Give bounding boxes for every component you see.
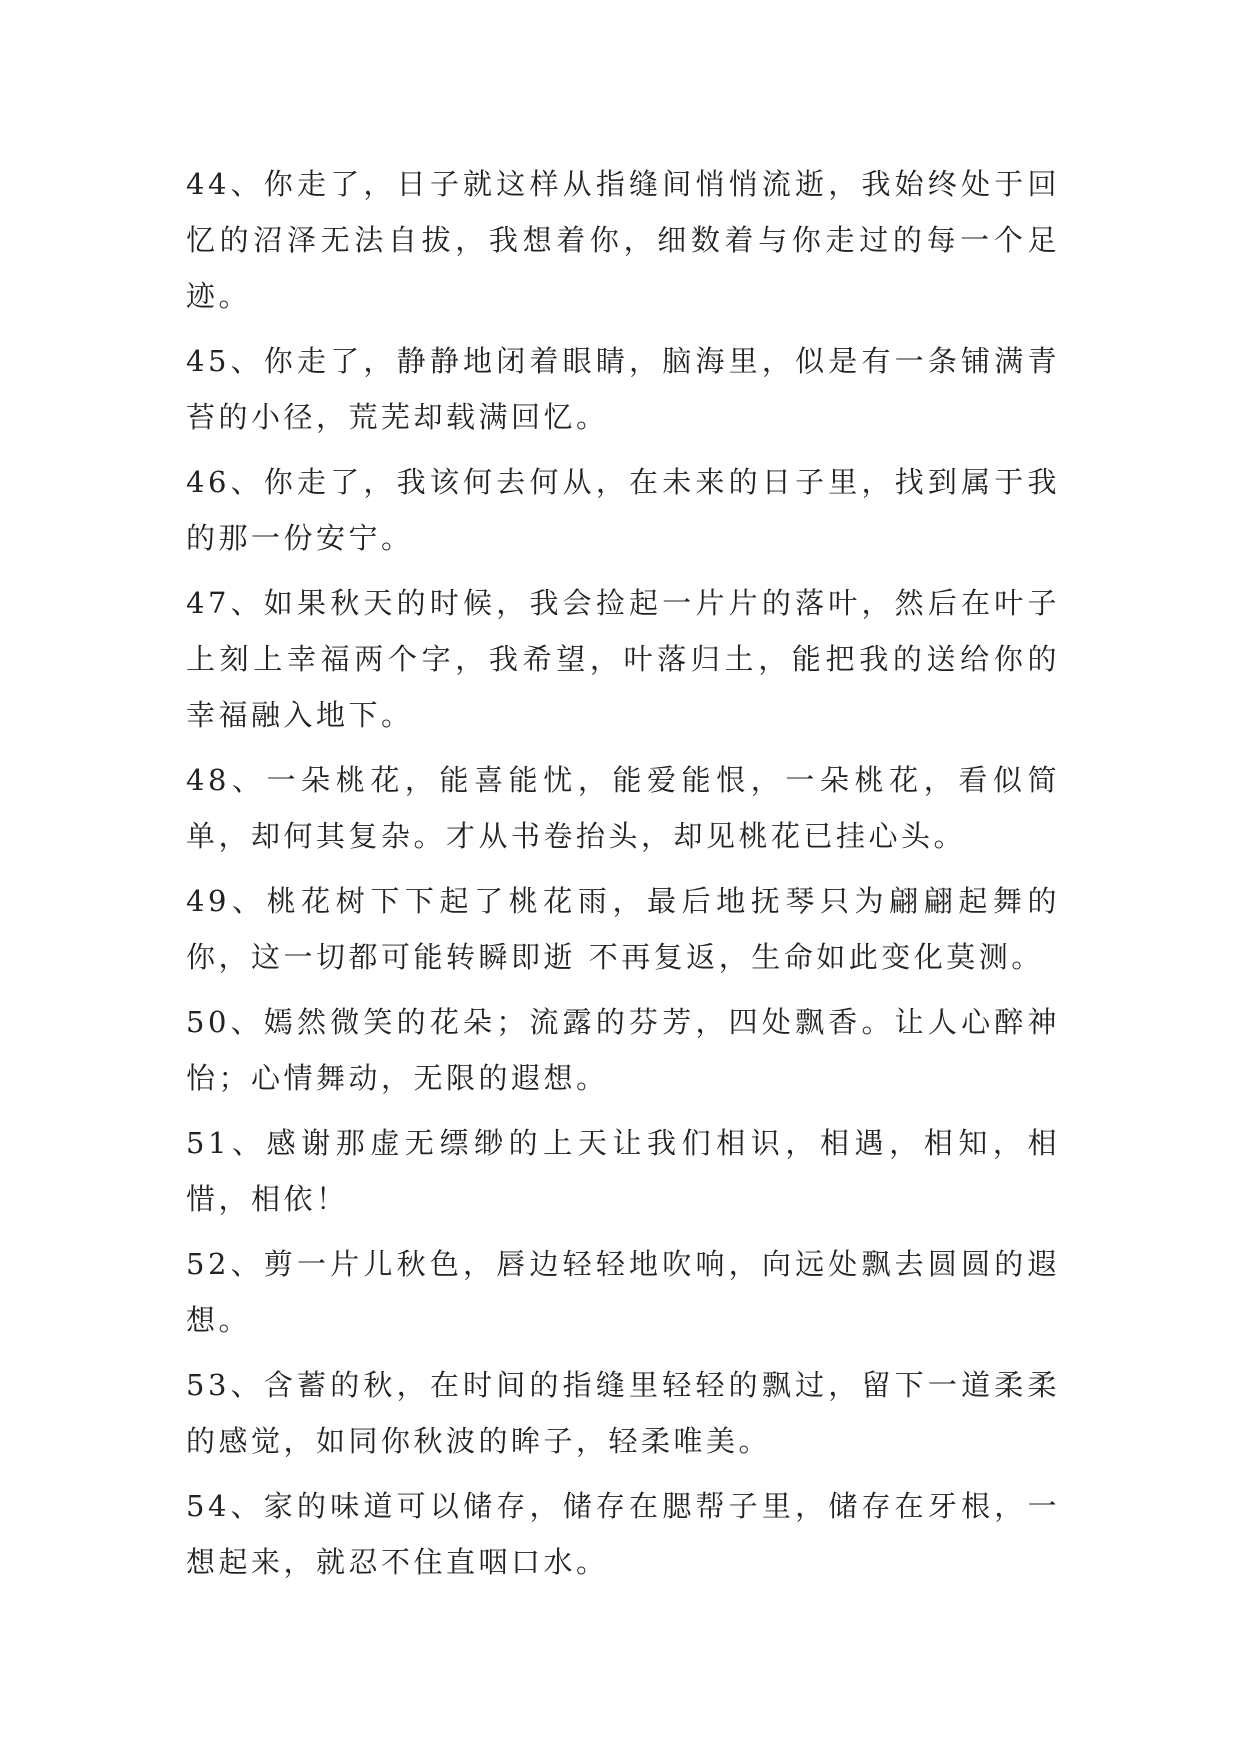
paragraph-52: 52、剪一片儿秋色，唇边轻轻地吹响，向远处飘去圆圆的遐想。 <box>186 1247 1060 1337</box>
paragraph-48: 48、一朵桃花，能喜能忧，能爱能恨，一朵桃花，看似简单，却何其复杂。才从书卷抬头，却见桃花已挂心头。 <box>186 763 1060 853</box>
paragraph-50: 50、嫣然微笑的花朵；流露的芬芳，四处飘香。让人心醉神怡；心情舞动，无限的遐想。 <box>186 1005 1060 1095</box>
paragraph-45: 45、你走了，静静地闭着眼睛，脑海里，似是有一条铺满青苔的小径，荒芜却载满回忆。 <box>186 344 1060 434</box>
paragraph-49: 49、桃花树下下起了桃花雨，最后地抚琴只为翩翩起舞的你，这一切都可能转瞬即逝 不再复返，生命如此变化莫测。 <box>186 884 1060 974</box>
paragraph-53: 53、含蓄的秋，在时间的指缝里轻轻的飘过，留下一道柔柔的感觉，如同你秋波的眸子，轻柔唯美。 <box>186 1368 1060 1458</box>
document-body <box>186 156 1060 1599</box>
paragraph-44: 44、你走了，日子就这样从指缝间悄悄流逝，我始终处于回忆的沼泽无法自拔，我想着你，细数着与你走过的每一个足迹。 <box>186 167 1060 313</box>
paragraph-51: 51、感谢那虚无缥缈的上天让我们相识，相遇，相知，相惜，相依！ <box>186 1126 1060 1216</box>
paragraph-47: 47、如果秋天的时候，我会捡起一片片的落叶，然后在叶子上刻上幸福两个字，我希望，叶落归土，能把我的送给你的幸福融入地下。 <box>186 586 1060 732</box>
paragraph-54: 54、家的味道可以储存，储存在腮帮子里，储存在牙根，一想起来，就忍不住直咽口水。 <box>186 1489 1060 1579</box>
paragraph-46: 46、你走了，我该何去何从，在未来的日子里，找到属于我的那一份安宁。 <box>186 465 1060 555</box>
